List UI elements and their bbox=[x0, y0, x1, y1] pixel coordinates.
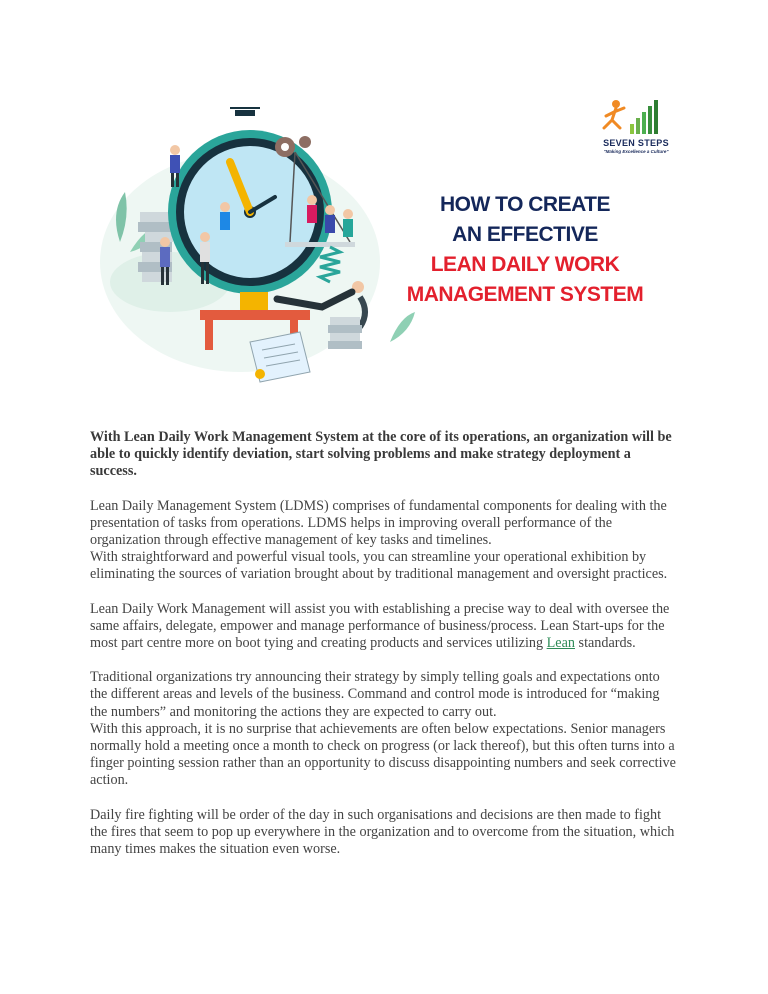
logo-name: SEVEN STEPS bbox=[603, 138, 669, 148]
paragraph-visual-tools: With straightforward and powerful visual tools, you can streamline your operational exhibition by eliminating the sources of variation brought about by traditional management and oversight practices. bbox=[90, 549, 668, 583]
paragraph-fire-fighting: Daily fire fighting will be order of the day in such organisations and decisions are then made to fight the fires that seem to pop up everywhere in the organization and to overcome from the situation, which many times makes the situation even worse. bbox=[90, 806, 675, 858]
hero-banner bbox=[90, 92, 680, 392]
headline-line-2: AN EFFECTIVE bbox=[452, 223, 598, 246]
headline-line-4: MANAGEMENT SYSTEM bbox=[406, 283, 644, 306]
paragraph-text: standards. bbox=[575, 635, 636, 652]
clock-teamwork-illustration bbox=[90, 92, 430, 392]
lean-link[interactable]: Lean bbox=[546, 635, 575, 652]
seven-steps-logo bbox=[590, 98, 682, 156]
headline-line-3: LEAN DAILY WORK bbox=[430, 253, 620, 276]
logo-figure-icon bbox=[590, 98, 682, 138]
paragraph-traditional: Traditional organizations try announcing their strategy by simply telling goals and expectations onto the different areas and levels of the business. Command and control mode is introduced for “making the numbers” and monitoring the actions they are expected to carry out. bbox=[90, 669, 660, 720]
logo-tagline: "Making Excellence a Culture" bbox=[603, 149, 669, 154]
lead-paragraph: With Lean Daily Work Management System at the core of its operations, an organization will be able to quickly identify deviation, start solving problems and make strategy deployment a success. bbox=[90, 429, 672, 480]
headline bbox=[390, 190, 660, 310]
paragraph-work-management bbox=[90, 601, 678, 653]
paragraph-ldms: Lean Daily Management System (LDMS) comprises of fundamental components for dealing with the presentation of tasks from operations. LDMS helps in improving overall performance of the organization through effective management of key tasks and timelines. bbox=[90, 497, 667, 549]
headline-line-1: HOW TO CREATE bbox=[439, 193, 611, 216]
paragraph-approach: With this approach, it is no surprise that achievements are often below expectations. Senior managers normally hold a meeting once a month to check on progress (or lack thereof), but this often turns into a finger pointing session rather than an opportunity to discuss disappointing numbers and seek corrective action. bbox=[90, 720, 676, 789]
paragraph-text: Lean Daily Work Management will assist you with establishing a precise way to deal with oversee the same affairs, delegate, empower and manage performance of business/process. Lean Start-ups for the most part centre more on boot tying and creating products and services utilizing bbox=[90, 600, 670, 652]
article-body bbox=[90, 429, 678, 875]
